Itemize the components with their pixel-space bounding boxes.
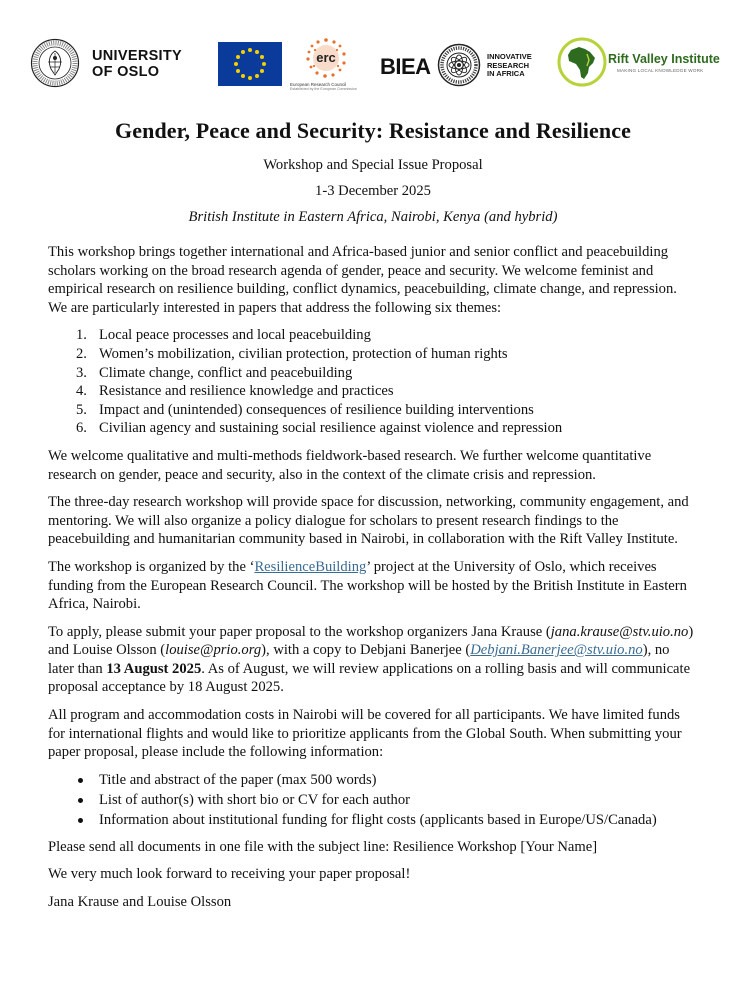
erc-logo — [290, 36, 370, 92]
apply-text-5: . As of August, we will review applications on a rolling basis and will communicate proposal acceptance by 18 August 2025. — [48, 660, 691, 696]
apply-text-2: ) and Louise Olsson ( — [48, 623, 694, 659]
uio-name-line2: OF OSLO — [92, 64, 160, 80]
requirement-item — [48, 791, 698, 810]
theme-number: 4. — [76, 383, 87, 400]
workshop-paragraph: The three-day research workshop will provide space for discussion, networking, community engagement, and mentoring. We will also organize a policy dialogue for scholars to present research findings to the peacebuilding and humanitarian community based in Nairobi, in collaboration with the Rift Valley Institute. — [48, 494, 689, 548]
rvi-name: Rift Valley Institute — [608, 52, 720, 66]
rvi-tagline: MAKING LOCAL KNOWLEDGE WORK — [617, 68, 704, 73]
theme-item — [48, 401, 698, 420]
theme-item — [48, 382, 698, 401]
org-text-after: ’ project at the University of Oslo, which receives funding from the European Research Council. The workshop will be hosted by the British Institute in Eastern Africa, Nairobi. — [48, 558, 687, 613]
apply-text-3: ), with a copy to Debjani Banerjee ( — [261, 642, 471, 659]
document-body — [48, 243, 698, 920]
email-debjani-banerjee-link[interactable]: Debjani.Banerjee@stv.uio.no — [470, 642, 643, 659]
send-paragraph: Please send all documents in one file with the subject line: Resilience Workshop [Your Name] — [48, 838, 598, 855]
document-subtitle: Workshop and Special Issue Proposal — [263, 157, 483, 173]
closing-paragraph: We very much look forward to receiving your paper proposal! — [48, 866, 411, 883]
requirement-text: Information about institutional funding for flight costs (applicants based in Europe/US/Canada) — [99, 812, 657, 829]
apply-text-1: To apply, please submit your paper proposal to the workshop organizers Jana Krause ( — [48, 623, 551, 640]
resiliencebuilding-link[interactable]: ResilienceBuilding — [254, 558, 367, 575]
requirement-item — [48, 771, 698, 790]
biea-name: BIEA — [380, 54, 431, 79]
theme-number: 1. — [76, 327, 87, 344]
requirement-text: Title and abstract of the paper (max 500 words) — [99, 771, 377, 788]
deadline-date: 13 August 2025 — [106, 660, 202, 677]
document-title: Gender, Peace and Security: Resistance and Resilience — [115, 118, 631, 143]
erc-mark-text: erc — [316, 50, 336, 65]
theme-number: 2. — [76, 345, 87, 362]
email-jana-krause: jana.krause@stv.uio.no — [550, 623, 689, 640]
theme-item — [48, 419, 698, 438]
theme-text: Women’s mobilization, civilian protection, protection of human rights — [99, 345, 508, 362]
theme-item — [48, 326, 698, 345]
biea-line2: RESEARCH — [487, 60, 530, 70]
biea-line1: INNOVATIVE — [487, 52, 532, 61]
methods-paragraph: We welcome qualitative and multi-methods fieldwork-based research. We further welcome quantitative research on gender, peace and security, also in the context of the climate crisis and repression. — [48, 447, 652, 483]
email-louise-olsson: louise@prio.org — [165, 642, 262, 659]
theme-text: Civilian agency and sustaining social resilience against violence and repression — [99, 420, 563, 437]
intro-paragraph: This workshop brings together international and Africa-based junior and senior conflict and peacebuilding scholars working on the broad research agenda of gender, peace and security. We welcome feminist and empirical research on resilience building, conflict dynamics, peacebuilding, climate change, and repression. We are particularly interested in papers that address the following six themes: — [48, 244, 677, 316]
bullet-icon — [78, 798, 83, 803]
apply-paragraph — [48, 623, 698, 697]
themes-list — [48, 326, 698, 438]
theme-item — [48, 345, 698, 364]
theme-text: Climate change, conflict and peacebuilding — [99, 364, 353, 381]
university-of-oslo-logo — [30, 38, 200, 90]
erc-subtitle-2: Established by the European Commission — [290, 87, 357, 91]
logo-bar — [0, 34, 746, 94]
workshop-dates: 1-3 December 2025 — [315, 183, 431, 199]
biea-logo — [378, 42, 543, 88]
biea-emblem-icon — [437, 43, 481, 87]
requirement-item — [48, 811, 698, 830]
workshop-location: British Institute in Eastern Africa, Nairobi, Kenya (and hybrid) — [188, 209, 558, 225]
signature: Jana Krause and Louise Olsson — [48, 893, 232, 910]
theme-item — [48, 364, 698, 383]
erc-subtitle: European Research Council — [290, 82, 347, 87]
rift-valley-institute-logo — [557, 36, 727, 92]
apply-text-4: ), no later than — [48, 642, 670, 677]
theme-number: 5. — [76, 401, 87, 418]
theme-number: 6. — [76, 420, 87, 437]
theme-text: Resistance and resilience knowledge and practices — [99, 383, 394, 400]
africa-map-icon — [557, 36, 607, 88]
theme-text: Impact and (unintended) consequences of resilience building interventions — [99, 401, 534, 418]
uio-name-line1: UNIVERSITY — [92, 48, 183, 64]
requirement-text: List of author(s) with short bio or CV for each author — [99, 791, 411, 808]
costs-paragraph: All program and accommodation costs in Nairobi will be covered for all participants. We have limited funds for international flights and would like to prioritize applicants from the Global South. When submitting your paper proposal, please include the following information: — [48, 707, 682, 761]
bullet-icon — [78, 778, 83, 783]
requirements-list — [48, 771, 698, 830]
theme-text: Local peace processes and local peacebuilding — [99, 327, 371, 344]
organizer-paragraph — [48, 558, 698, 614]
theme-number: 3. — [76, 364, 87, 381]
biea-line3: IN AFRICA — [487, 69, 525, 78]
uio-seal-icon — [30, 38, 80, 88]
erc-burst-icon — [302, 36, 350, 80]
org-text-before: The workshop is organized by the ‘ — [48, 558, 255, 575]
bullet-icon — [78, 818, 83, 823]
eu-flag-icon — [218, 42, 282, 86]
